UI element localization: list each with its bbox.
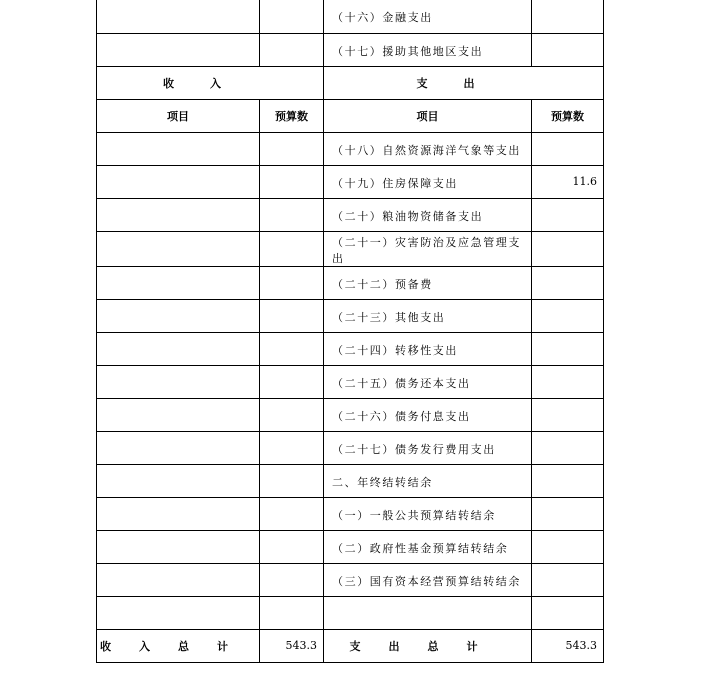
- table-row: [97, 198, 604, 231]
- table-row: [97, 231, 604, 266]
- income-amount-cell: [260, 231, 324, 266]
- table-row: [97, 530, 604, 563]
- expense-item-cell: （十六）金融支出: [324, 0, 532, 33]
- income-amount-cell: [260, 332, 324, 365]
- expense-total-label: 支出总计: [324, 629, 532, 662]
- income-item-header: 项目: [97, 99, 260, 132]
- expense-item-cell: （十八）自然资源海洋气象等支出: [324, 132, 532, 165]
- income-item-cell: [97, 231, 260, 266]
- expense-amount-cell: [532, 266, 604, 299]
- income-item-cell: [97, 530, 260, 563]
- table-row: [97, 332, 604, 365]
- totals-row: [97, 629, 604, 662]
- expense-item-cell: [324, 596, 532, 629]
- income-item-cell: [97, 464, 260, 497]
- expense-item-cell: （二十七）债务发行费用支出: [324, 431, 532, 464]
- income-amount-cell: [260, 431, 324, 464]
- table-row: [97, 0, 604, 33]
- income-total-label: 收入总计: [97, 629, 260, 662]
- expense-item-cell: （二十一）灾害防治及应急管理支出: [324, 231, 532, 266]
- income-amount-cell: [260, 497, 324, 530]
- budget-table: [96, 0, 604, 663]
- income-item-cell: [97, 497, 260, 530]
- table-row: [97, 165, 604, 198]
- income-amount-cell: [260, 0, 324, 33]
- expense-item-cell: （二十六）债务付息支出: [324, 398, 532, 431]
- income-amount-cell: [260, 198, 324, 231]
- expense-amount-header: 预算数: [532, 99, 604, 132]
- expense-amount-cell: [532, 132, 604, 165]
- table-row: [97, 132, 604, 165]
- income-item-cell: [97, 332, 260, 365]
- table-body: [97, 132, 604, 629]
- table-row: [97, 497, 604, 530]
- expense-amount-cell: [532, 198, 604, 231]
- income-amount-cell: [260, 299, 324, 332]
- income-amount-cell: [260, 530, 324, 563]
- expense-item-header: 项目: [324, 99, 532, 132]
- income-amount-cell: [260, 563, 324, 596]
- expense-item-cell: （三）国有资本经营预算结转结余: [324, 563, 532, 596]
- expense-amount-cell: [532, 365, 604, 398]
- expense-amount-cell: [532, 431, 604, 464]
- expense-item-cell: （二十三）其他支出: [324, 299, 532, 332]
- income-item-cell: [97, 596, 260, 629]
- expense-amount-cell: [532, 530, 604, 563]
- expense-amount-cell: [532, 231, 604, 266]
- table-row: [97, 398, 604, 431]
- section-header-row: [97, 66, 604, 99]
- income-amount-header: 预算数: [260, 99, 324, 132]
- expense-amount-cell: [532, 33, 604, 66]
- income-item-cell: [97, 266, 260, 299]
- income-section-header: 收入: [97, 66, 324, 99]
- income-amount-cell: [260, 398, 324, 431]
- income-item-cell: [97, 431, 260, 464]
- expense-amount-cell: [532, 596, 604, 629]
- income-item-cell: [97, 132, 260, 165]
- table-row: [97, 365, 604, 398]
- income-amount-cell: [260, 266, 324, 299]
- expense-section-header: 支出: [324, 66, 604, 99]
- table-row: [97, 33, 604, 66]
- income-item-cell: [97, 0, 260, 33]
- expense-item-cell: （十九）住房保障支出: [324, 165, 532, 198]
- income-amount-cell: [260, 165, 324, 198]
- expense-item-cell: （二十）粮油物资储备支出: [324, 198, 532, 231]
- expense-item-cell: （二十二）预备费: [324, 266, 532, 299]
- income-item-cell: [97, 299, 260, 332]
- expense-item-cell: （二）政府性基金预算结转结余: [324, 530, 532, 563]
- expense-amount-cell: [532, 398, 604, 431]
- expense-amount-cell: [532, 332, 604, 365]
- income-item-cell: [97, 398, 260, 431]
- income-amount-cell: [260, 596, 324, 629]
- table-row: [97, 266, 604, 299]
- income-item-cell: [97, 33, 260, 66]
- expense-amount-cell: [532, 497, 604, 530]
- income-item-cell: [97, 563, 260, 596]
- expense-amount-cell: 11.6: [532, 165, 604, 198]
- table-row: [97, 299, 604, 332]
- expense-item-cell: 二、年终结转结余: [324, 464, 532, 497]
- expense-item-cell: （十七）援助其他地区支出: [324, 33, 532, 66]
- expense-total-value: 543.3: [532, 629, 604, 662]
- column-header-row: [97, 99, 604, 132]
- table-row: [97, 464, 604, 497]
- income-amount-cell: [260, 132, 324, 165]
- expense-item-cell: （二十五）债务还本支出: [324, 365, 532, 398]
- expense-amount-cell: [532, 464, 604, 497]
- income-amount-cell: [260, 33, 324, 66]
- table-row: [97, 563, 604, 596]
- expense-item-cell: （一）一般公共预算结转结余: [324, 497, 532, 530]
- table-row: [97, 596, 604, 629]
- expense-amount-cell: [532, 563, 604, 596]
- income-item-cell: [97, 165, 260, 198]
- table-row: [97, 431, 604, 464]
- income-amount-cell: [260, 464, 324, 497]
- expense-item-cell: （二十四）转移性支出: [324, 332, 532, 365]
- income-item-cell: [97, 198, 260, 231]
- income-amount-cell: [260, 365, 324, 398]
- expense-amount-cell: [532, 299, 604, 332]
- income-total-value: 543.3: [260, 629, 324, 662]
- income-item-cell: [97, 365, 260, 398]
- expense-amount-cell: [532, 0, 604, 33]
